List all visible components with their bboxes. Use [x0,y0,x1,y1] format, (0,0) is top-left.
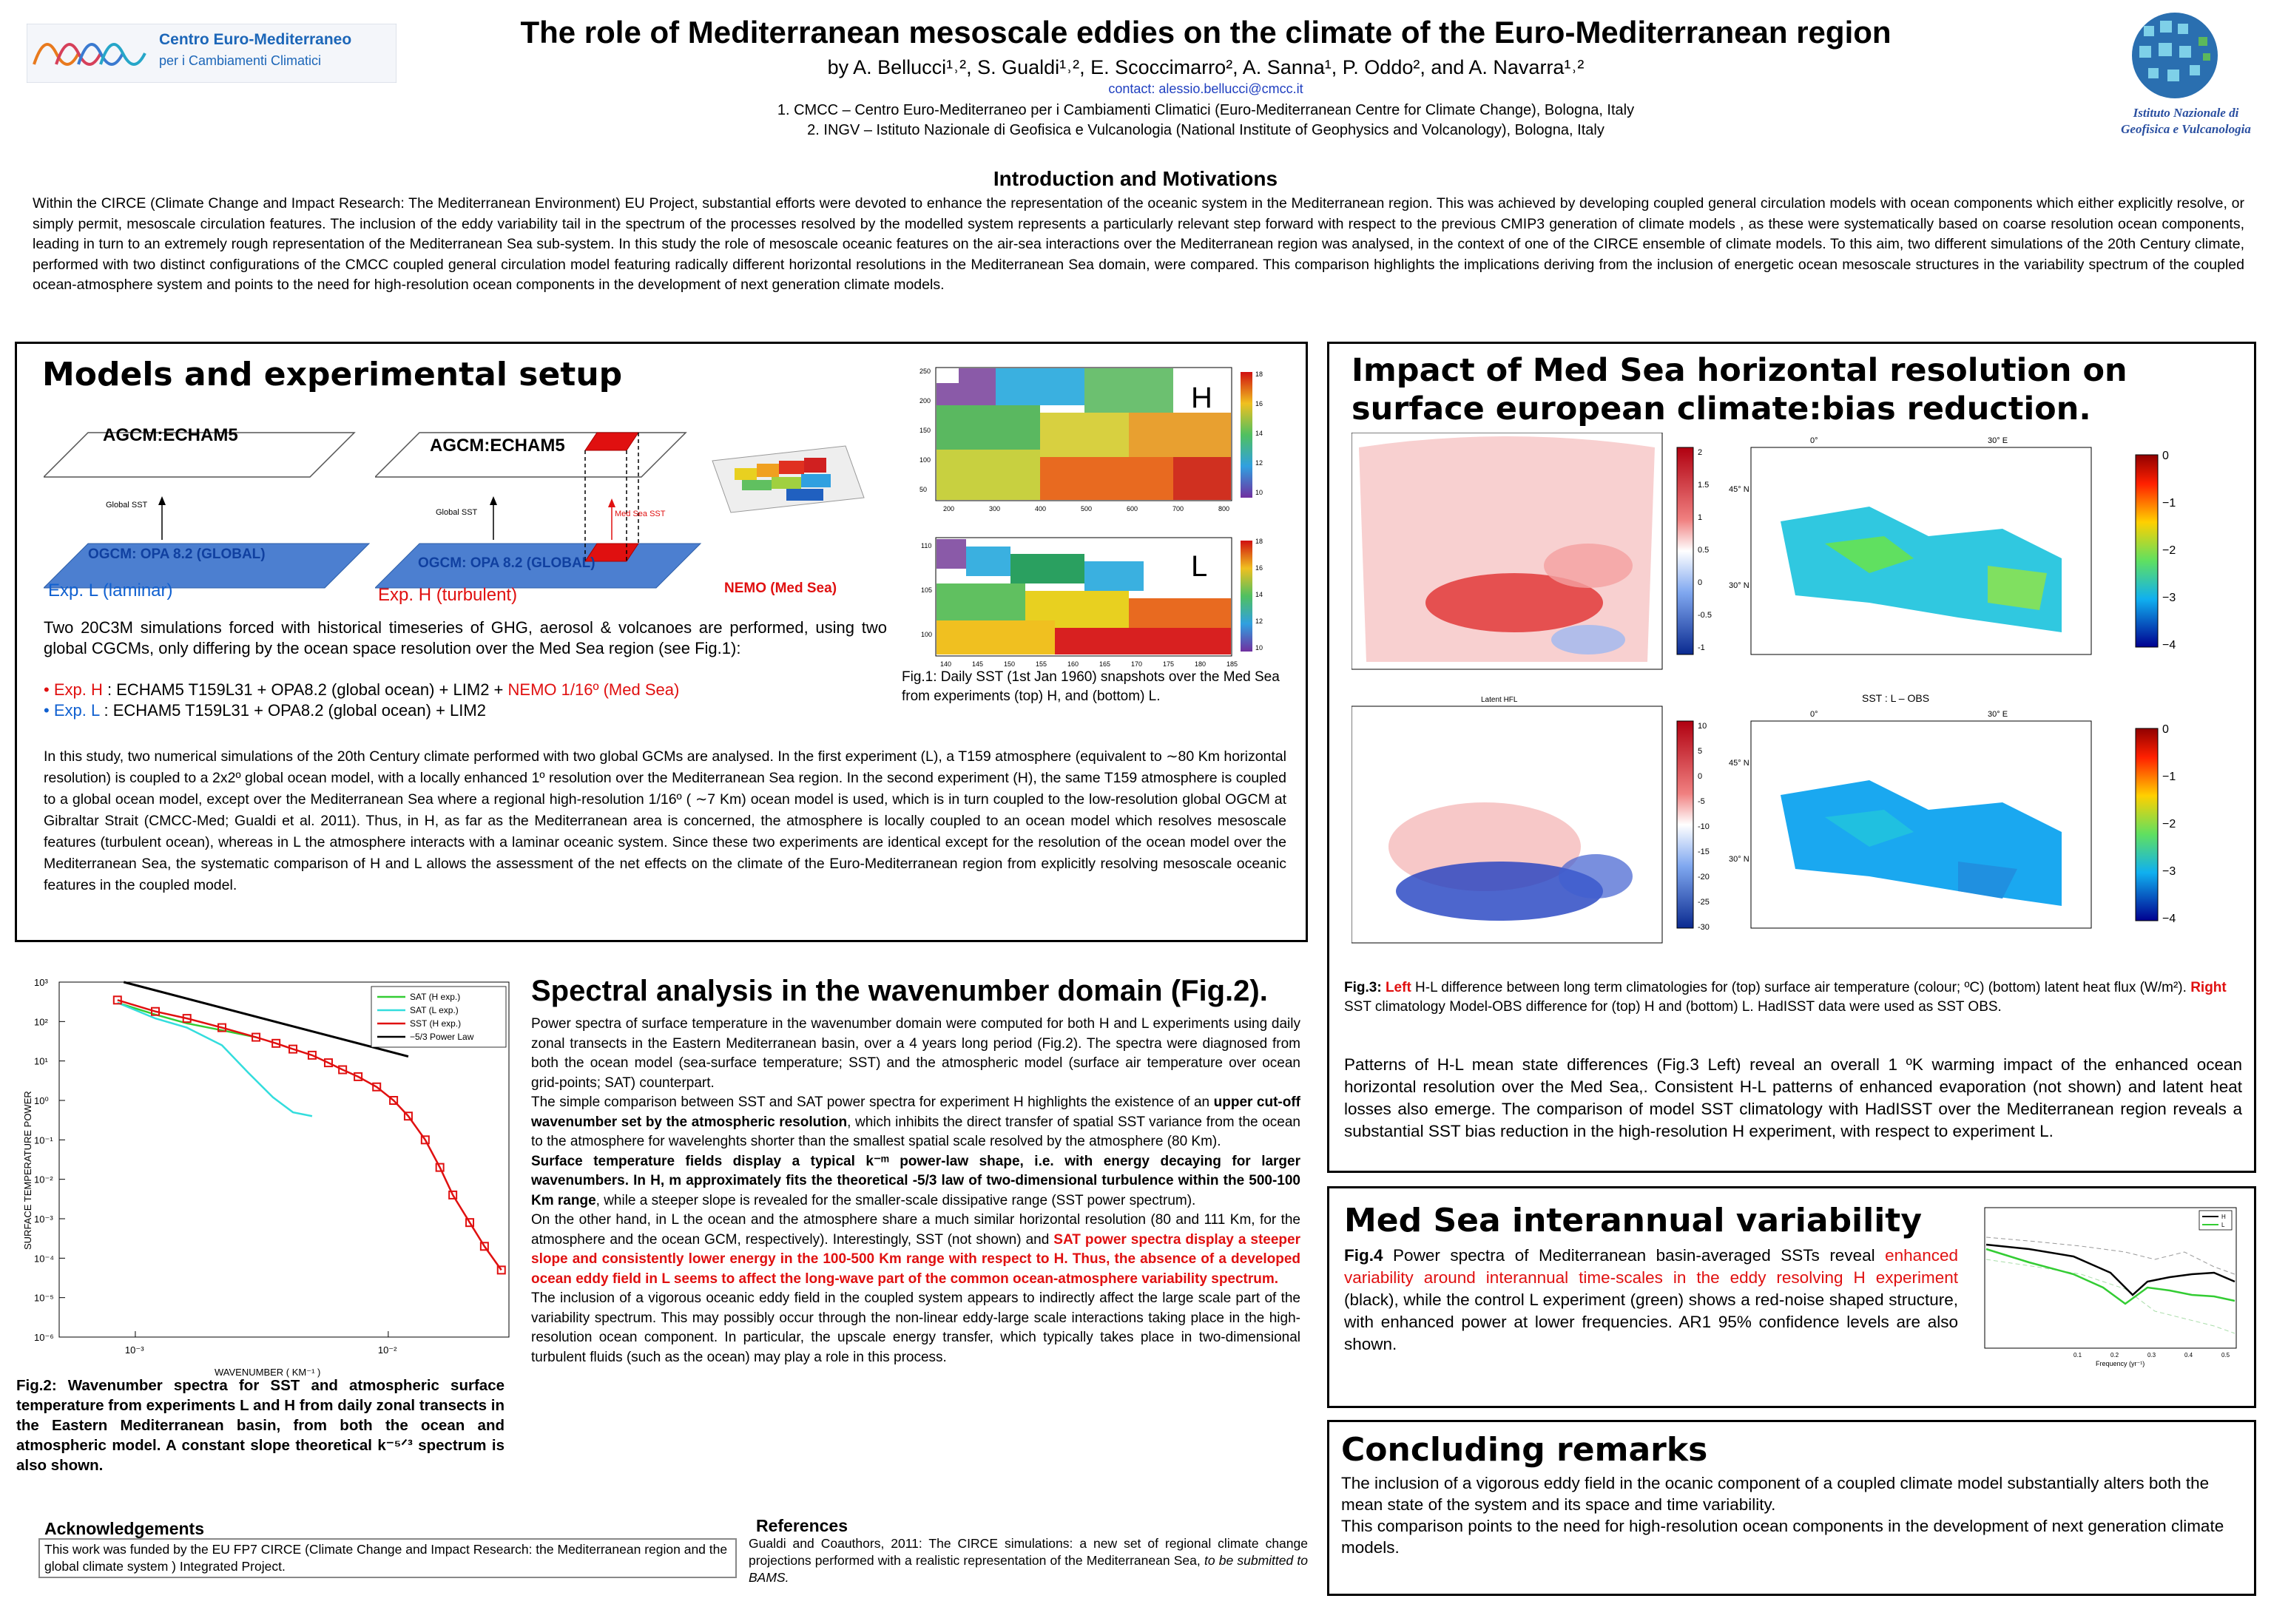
fig1-cbar-h-tick: 16 [1255,400,1263,407]
exp-l-label: Exp. L (laminar) [48,581,173,600]
fig2-ytick-label: 10¹ [34,1055,48,1067]
fig4-legend-l: L [2221,1222,2225,1228]
ack-text: This work was funded by the EU FP7 CIRCE (Climate Change and Impact Research: the Mediterranean region and the global climate system ) Integrated Project. [38,1538,737,1578]
exp-l-bullet [44,700,486,721]
contact-email[interactable]: contact: alessio.bellucci@cmcc.it [1108,81,1303,96]
models-section [15,342,1308,942]
fig1-h-ytick: 50 [919,486,928,493]
interannual-heading: Med Sea interannual variability [1344,1202,1923,1239]
fig1-l-xtick: 170 [1131,660,1143,668]
fig3-lon-label: 30° E [1988,436,2008,445]
fig3-caption-left: Left [1385,980,1411,995]
fig1-cbar-h-tick: 10 [1255,489,1263,496]
fig1-l-xtick: 185 [1226,660,1238,668]
exp-h-label: Exp. H (turbulent) [378,585,518,605]
fig1-h-xtick: 400 [1035,505,1047,512]
fig4-xtick: 0.5 [2221,1352,2230,1359]
fig3-sst-h-cbar-tick: −4 [2162,639,2176,652]
fig2-ytick-label: 10⁻⁵ [34,1292,54,1304]
fig1-cbar-h-tick: 14 [1255,430,1263,437]
fig1-h-xtick: 700 [1172,505,1184,512]
fig3-hfl-cbar-tick: -25 [1698,898,1710,907]
fig1-caption: Fig.1: Daily SST (1st Jan 1960) snapshots over the Med Sea from experiments (top) H, and (bottom) L. [902,669,1280,704]
exp-h-bullet [44,680,679,700]
spectral-p5: The inclusion of a vigorous oceanic eddy field in the coupled system appears to indirectly affect the large scale part of the variability spectrum. This may possibly occur through the non-linear eddy-large scale interactions taking place in the high-resolution ocean component. In particular, the upscale energy transfer, which typically takes place in two-dimensional turbulent fluids (such as the ocean) may play a role in this process. [531,1290,1300,1365]
fig1-cbar-l-tick: 18 [1255,538,1263,545]
sst-l-obs-label: SST : L – OBS [1862,692,1930,704]
fig2-legend-label: SST (H exp.) [410,1018,462,1029]
fig3-sst-h-cbar-tick: −3 [2162,592,2176,604]
conclusions-text [1341,1472,2245,1558]
fig2-ytick-label: 10⁻² [34,1174,53,1185]
fig3-sat-cbar-tick: -0.5 [1698,611,1712,620]
fig1-cbar-h-tick: 12 [1255,459,1263,467]
fig2-xtick-label: 10⁻² [377,1344,397,1356]
fig2-ytick-label: 10⁻⁶ [34,1332,54,1343]
fig3-sst-l-cbar-tick: −3 [2162,865,2176,878]
exp-l-global-sst-label: Global SST [106,501,148,510]
fig3-lat-label: 45° N [1729,485,1749,494]
logo-right-line1: Istituto Nazionale di [2133,106,2239,120]
fig1-h-ytick: 200 [919,397,931,405]
spectral-p3 [531,1152,1300,1211]
fig2-spectrum-chart [15,969,525,1383]
fig1-colorbars [1241,372,1252,652]
fig2-legend-label: −5/3 Power Law [410,1032,474,1042]
fig4-xtick: 0.1 [2073,1352,2082,1359]
fig3-sat-cbar-tick: 2 [1698,448,1703,457]
conclusions-section [1327,1420,2256,1596]
exp-h-bullet-nemo: NEMO 1/16º (Med Sea) [507,680,680,699]
fig1-l-xtick: 155 [1036,660,1047,668]
exp-h-agcm-label: AGCM:ECHAM5 [430,436,565,456]
fig4-xlabel: Frequency (yr⁻¹) [2096,1360,2145,1367]
refs-text-a: Gualdi and Coauthors, 2011: The CIRCE simulations: a new set of regional climate change projections performed with a realistic representation of the Mediterranean Sea, [749,1536,1308,1568]
exp-h-ogcm-label: OGCM: OPA 8.2 (GLOBAL) [418,555,595,571]
fig3-sst-l-cbar-tick: −4 [2162,913,2176,925]
fig4-legend-h: H [2221,1214,2226,1220]
fig3-sst-h-cbar-tick: −2 [2162,544,2176,557]
fig4-label: Fig.4 [1344,1246,1383,1265]
fig2-legend-label: SAT (L exp.) [410,1005,459,1015]
fig3-sat-cbar-tick: 0 [1698,578,1703,587]
spectral-p2a: The simple comparison between SST and SAT power spectra for experiment H highlights the existence of an [531,1094,1214,1110]
fig1-l-ytick: 105 [921,586,933,594]
fig1-cbar-l-tick: 16 [1255,564,1263,572]
fig3-caption-right-text: SST climatology Model-OBS difference for (top) H and (bottom) L. HadISST data were used as SST OBS. [1344,999,2002,1015]
fig3-lon-label: 0° [1810,710,1818,719]
spectral-p1: Power spectra of surface temperature in the wavenumber domain were computed for both H and L experiments using daily zonal transects in the Eastern Mediterranean basin, over a 4 years long period (Fig.2). The spectra were diagnosed from both the ocean model (sea-surface temperature; SST) and the atmospheric model (surface air temperature over ocean grid-points; SAT) counterpart. [531,1016,1300,1091]
fig2-ytick-label: 10⁻³ [34,1214,53,1225]
interannual-section [1327,1186,2256,1408]
fig2-xlabel: WAVENUMBER ( KM⁻¹ ) [215,1367,321,1378]
fig2-ytick-label: 10⁰ [34,1095,49,1106]
affiliation-1: 1. CMCC – Centro Euro-Mediterraneo per i Cambiamenti Climatici (Euro-Mediterranean Centre for Climate Change), Bologna, Italy [777,102,1635,118]
intro-text: Within the CIRCE (Climate Change and Impact Research: The Mediterranean Environment) EU Project, substantial efforts were devoted to enhance the representation of the oceanic system in the Mediterranean region. This was achieved by developing coupled general circulation models with ocean components which either explicitly resolve, or simply permit, mesoscale circulation features. The inclusion of the eddy variability tail in the spectrum of the processes resolved by the modelled system represents a particularly relevant step forward with respect to the previous CMIP3 generation of climate models , as these were systematically based on coarse resolution ocean components, leading in turn to an extremely rough representation of the Mediterranean Sea sub-system. In this study the role of mesoscale oceanic features on the air-sea interactions over the Mediterranean region was analysed, in the context of one of the CIRCE ensemble of climate models. To this aim, two different simulations of the 20th Century climate, performed with two distinct configurations of the CMCC coupled general circulation model featuring radically different horizontal resolutions in the Mediterranean Sea domain, were compared. This comparison highlights the implications deriving from the inclusion of energetic ocean mesoscale structures in the variability spectrum of the coupled ocean-atmosphere system and points to the need for high-resolution ocean components in the development of next generation climate models. [33,195,2244,293]
interannual-text-d: (black), while the control L experiment (green) shows a red-noise shaped structure, with enhanced power at lower frequencies. AR1 95% confidence levels are also shown. [1344,1290,1958,1353]
conclusions-p2: This comparison points to the need for high-resolution ocean components in the development of next generation climate models. [1341,1517,2224,1557]
fig3-lat-label: 30° N [1729,855,1749,864]
fig1-l-xtick: 175 [1163,660,1175,668]
spectral-text [531,1015,1300,1367]
exp-h-global-sst-label: Global SST [436,508,478,517]
fig2-ytick-label: 10³ [34,977,48,988]
spectral-p4 [531,1211,1300,1289]
exp-l-bullet-config: : ECHAM5 T159L31 + OPA8.2 (global ocean) + LIM2 [99,701,486,720]
fig2-ytick-label: 10⁻¹ [34,1134,53,1146]
fig3-hfl-cbar-tick: -10 [1698,822,1710,831]
nemo-label: NEMO (Med Sea) [724,581,837,596]
fig2-xtick-label: 10⁻³ [124,1344,144,1356]
fig3-caption-label: Fig.3: [1344,980,1386,995]
impact-section [1327,342,2256,1173]
affiliation-2: 2. INGV – Istituto Nazionale di Geofisica e Vulcanologia (National Institute of Geophysics and Volcanology), Bologna, Italy [807,122,1604,138]
fig3-caption [1344,978,2247,1017]
logo-left-line1: Centro Euro-Mediterraneo [159,31,352,48]
fig4-xtick: 0.4 [2184,1352,2193,1359]
fig3-sat-cbar-tick: -1 [1698,643,1705,652]
models-p2: In this study, two numerical simulations of the 20th Century climate performed with two global GCMs are analysed. In the first experiment (L), a T159 atmosphere (equivalent to ∼80 Km horizontal resolution) is coupled to a 2x2º global ocean model, with a locally enhanced 1º resolution over the Mediterranean Sea region. In the second experiment (H), the same T159 atmosphere is coupled to a global ocean model, except over the Mediterranean Sea where a regional high-resolution 1/16º ( ∼7 Km) ocean model is used, which is in turn coupled to the low-resolution global OGCM at Gibraltar Strait (CMCC-Med; Gualdi et al. 2011). Thus, in H, as far as the Mediterranean area is concerned, the atmosphere is locally coupled to an ocean model which resolves mesoscale features (turbulent ocean), whereas in L the atmosphere interacts with a laminar oceanic system. Since these two experiments are identical except for the resolution of the ocean model over the Mediterranean Sea, the systematic comparison of H and L allows the assessment of the net effects on the climate of the Euro-Mediterranean region from explicitly resolving mesoscale oceanic features in the coupled model. [44,748,1286,893]
fig3-sst-l-cbar-tick: 0 [2162,723,2169,736]
fig1-l-xtick: 145 [972,660,984,668]
fig2-ytick-label: 10² [34,1016,48,1028]
spectral-p3b: , while a steeper slope is revealed for the smaller-scale dissipative range (SST power spectrum). [595,1192,1196,1208]
fig1-l-ytick: 100 [921,631,933,638]
refs-text [749,1535,1308,1586]
fig3-hfl-cbar-tick: -15 [1698,847,1710,856]
spectral-p4a: On the other hand, in L the ocean and the atmosphere share a much similar horizontal resolution (80 and 111 Km, for the atmosphere and the ocean GCM, respectively). Interestingly, SST (not shown) and [531,1212,1300,1248]
exp-h-med-sst-label: Med Sea SST [615,510,666,518]
fig1-l-xtick: 140 [940,660,952,668]
fig3-hfl-cbar-tick: -20 [1698,873,1710,882]
fig1-l-xtick: 160 [1067,660,1079,668]
fig3-hfl-cbar-tick: 10 [1698,722,1707,731]
fig1-h-ytick: 100 [919,456,931,464]
spectral-p2c: , which inhibits the direct transfer of spatial SST variance from the ocean to the atmosphere for wavelenghts shorter than the smallest spatial scale resolved by the atmosphere (80 Km). [531,1114,1300,1149]
fig1-h-xtick: 300 [989,505,1001,512]
fig3-hfl-cbar-tick: -30 [1698,923,1710,932]
fig2-ylabel: SURFACE TEMPERATURE POWER [22,1091,33,1250]
fig1-sst-maps [899,362,1313,680]
spectral-heading: Spectral analysis in the wavenumber domain (Fig.2). [531,975,1268,1007]
fig1-cbar-l-tick: 14 [1255,591,1263,598]
fig1-cbar-l-tick: 10 [1255,644,1263,652]
models-p1: Two 20C3M simulations forced with historical timeseries of GHG, aerosol & volcanoes are performed, using two global CGCMs, only differing by the ocean space resolution over the Med Sea region (see Fig.1): [44,618,887,657]
exp-h-bullet-name: • Exp. H [44,680,103,699]
fig3-caption-left-text: H-L difference between long term climatologies for (top) surface air temperature (colour; ºC) (bottom) latent heat flux (W/m²). [1411,980,2191,995]
fig1-l-label: L [1191,550,1208,583]
fig3-hfl-cbar-tick: 0 [1698,772,1703,781]
spectral-p4b: SAT power spectra display a steeper slope and consistently lower energy in the 100-500 Km range with respect to H. Thus, the absence of a developed ocean eddy field in L seems to affect the long-wave part of the common ocean-atmosphere variability spectrum. [531,1231,1300,1287]
fig2-caption: Fig.2: Wavenumber spectra for SST and atmospheric surface temperature from experiments L and H from daily zonal transects in the Eastern Mediterranean basin, from both the ocean and atmospheric model. A constant slope theoretical k⁻⁵ᐟ³ spectrum is also shown. [16,1377,505,1474]
fig1-l-xtick: 150 [1004,660,1016,668]
fig3-lon-label: 0° [1810,436,1818,445]
interannual-text [1344,1245,1958,1356]
latent-hfl-label: Latent HFL [1481,696,1518,704]
fig3-lat-label: 45° N [1729,759,1749,768]
fig1-l-xtick: 180 [1195,660,1207,668]
conclusions-p1: The inclusion of a vigorous eddy field in the ocanic component of a coupled climate model substantially alters both the mean state of the system and its space and time variability. [1341,1474,2210,1514]
fig3-lat-label: 30° N [1729,581,1749,590]
ack-heading: Acknowledgements [44,1519,204,1538]
fig3-sst-h-cbar-tick: 0 [2162,450,2169,462]
models-heading: Models and experimental setup [42,356,623,393]
fig1-h-ytick: 250 [919,368,931,375]
fig4-spectrum-chart [1963,1200,2251,1370]
fig1-h-xtick: 500 [1081,505,1093,512]
intro-heading: Introduction and Motivations [993,167,1278,190]
fig1-h-xtick: 600 [1127,505,1138,512]
exp-l-agcm-label: AGCM:ECHAM5 [103,425,238,445]
fig3-sat-cbar-tick: 1 [1698,513,1703,522]
spectral-p3a: Surface temperature fields display a typical k⁻ᵐ power-law shape, i.e. with energy decaying for larger wavenumbers. In H, m approximately fits the theoretical -5/3 law of two-dimensional turbulence within the 500-100 Km range [531,1153,1300,1208]
fig4-xtick: 0.2 [2110,1352,2119,1359]
refs-heading: References [756,1516,848,1535]
fig3-sst-l-cbar-tick: −1 [2162,771,2176,783]
fig3-sat-cbar-tick: 0.5 [1698,546,1710,555]
refs-text-b: to be submitted to BAMS. [749,1553,1308,1585]
spectral-p2b: upper cut-off wavenumber set by the atmospheric resolution [531,1094,1300,1130]
interannual-text-b: Power spectra of Mediterranean basin-averaged SSTs reveal [1383,1246,1886,1265]
exp-h-bullet-config: : ECHAM5 T159L31 + OPA8.2 (global ocean) + LIM2 + [102,680,508,699]
fig3-lon-label: 30° E [1988,710,2008,719]
fig3-sst-h-cbar-tick: −1 [2162,497,2176,510]
conclusions-heading: Concluding remarks [1341,1431,1708,1469]
exp-l-ogcm-label: OGCM: OPA 8.2 (GLOBAL) [88,547,266,562]
exp-l-bullet-name: • Exp. L [44,701,100,720]
fig1-cbar-h-tick: 18 [1255,371,1263,378]
fig1-l-ytick: 110 [921,542,932,549]
fig3-sst-l-cbar-tick: −2 [2162,818,2176,830]
fig2-legend-label: SAT (H exp.) [410,992,461,1002]
spectral-p2 [531,1093,1300,1152]
fig1-h-label: H [1191,382,1212,414]
impact-text: Patterns of H-L mean state differences (Fig.3 Left) reveal an overall 1 ºK warming impact of the enhanced ocean horizontal resolution over the Med Sea,. Consistent H-L patterns of enhanced evaporation (not shown) and latent heat losses also emerge. The comparison of model SST climatology with HadISST over the Mediterranean region reveals a substantial SST bias reduction in the high-resolution H experiment, with respect to experiment L. [1344,1055,2242,1140]
fig1-cbar-l-tick: 12 [1255,618,1263,625]
fig1-h-xtick: 800 [1218,505,1230,512]
logo-right-line2: Geofisica e Vulcanologia [2121,122,2251,136]
fig2-ytick-label: 10⁻⁴ [34,1253,54,1265]
fig1-l-xtick: 165 [1099,660,1111,668]
fig3-hfl-cbar-tick: -5 [1698,797,1705,806]
fig3-sat-cbar-tick: 1.5 [1698,481,1710,490]
poster-authors: by A. Bellucci¹˒², S. Gualdi¹˒², E. Scoccimarro², A. Sanna¹, P. Oddo², and A. Navarra¹˒² [827,56,1585,78]
interannual-text-c: enhanced variability around interannual time-scales in the eddy resolving H experiment [1344,1246,1958,1287]
fig4-xtick: 0.3 [2147,1352,2156,1359]
poster-title: The role of Mediterranean mesoscale eddies on the climate of the Euro-Mediterranean region [520,15,1892,50]
fig3-hfl-cbar-tick: 5 [1698,747,1703,756]
logo-left-line2: per i Cambiamenti Climatici [159,53,322,68]
fig1-h-xtick: 200 [943,505,955,512]
fig1-h-ytick: 150 [919,427,931,434]
nemo-3d-domain [698,431,875,549]
impact-heading: Impact of Med Sea horizontal resolution on surface european climate:bias reduction. [1352,352,2127,427]
fig3-caption-right: Right [2190,980,2227,995]
fig3-maps [1352,433,2247,965]
